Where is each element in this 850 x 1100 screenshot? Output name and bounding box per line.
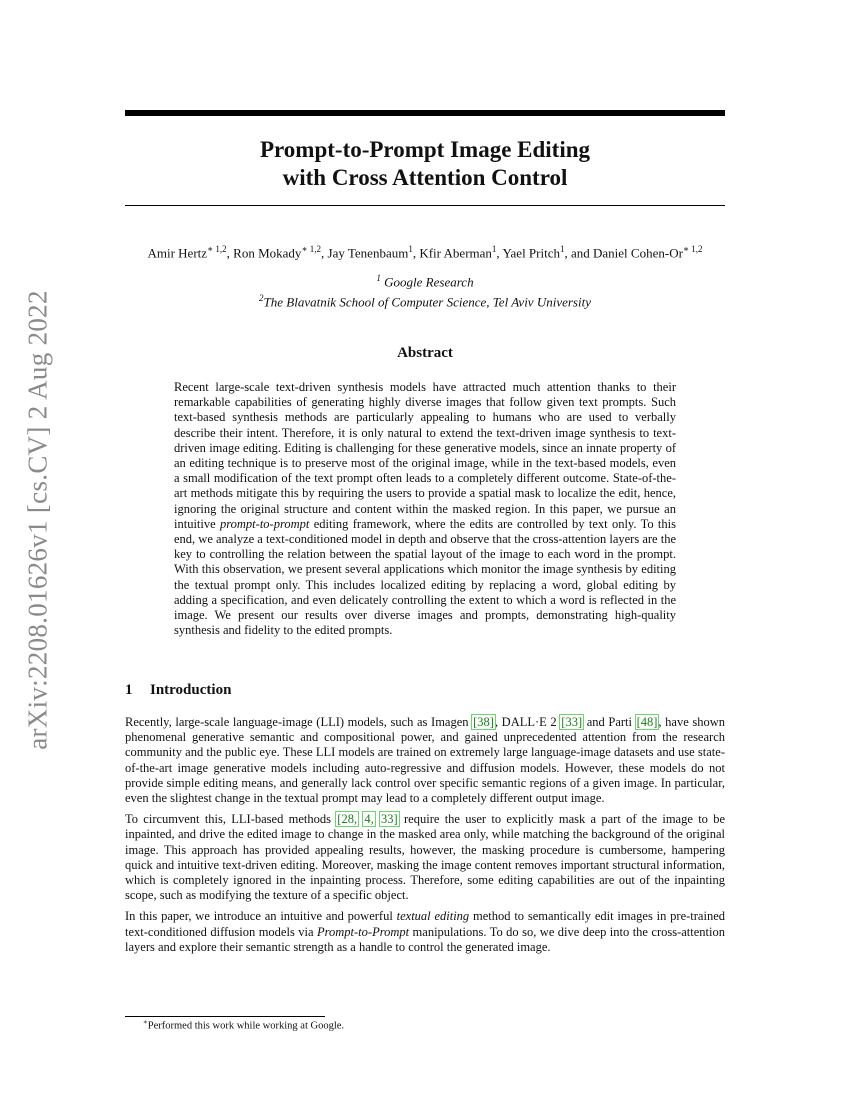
author-name: Jay Tenenbaum <box>327 245 409 261</box>
title-line-1: Prompt-to-Prompt Image Editing <box>259 137 591 162</box>
author-name: Kfir Aberman <box>419 245 492 261</box>
arxiv-stamp: arXiv:2208.01626v1 [cs.CV] 2 Aug 2022 <box>22 290 53 750</box>
author-name: Amir Hertz <box>147 245 208 261</box>
affiliation-1: $^1$ Google Research <box>376 273 474 290</box>
title-line-2: with Cross Attention Control <box>282 165 568 190</box>
author-name: Yael Pritch <box>502 245 560 261</box>
citation-link[interactable]: [38] <box>473 715 494 729</box>
footnote-rule <box>125 1016 325 1017</box>
citation-link[interactable]: [28, <box>337 812 358 827</box>
title-bottom-rule <box>125 205 725 206</box>
section-heading <box>125 682 231 699</box>
affiliation-2: $^2$The Blavatnik School of Computer Science, Tel Aviv University <box>259 293 591 310</box>
footnote: ∗Performed this work while working at Google. <box>143 1018 345 1032</box>
citation-link[interactable]: 4, <box>364 812 374 827</box>
paper-title <box>125 136 725 192</box>
author-mark: ∗ 1,2 <box>207 244 227 254</box>
citation-link[interactable]: 33] <box>381 812 398 827</box>
body-text <box>125 715 725 961</box>
author-name: Ron Mokady <box>233 245 302 261</box>
author-mark: 1 <box>491 244 497 254</box>
author-mark: 1 <box>559 244 565 254</box>
author-name: Daniel Cohen-Or <box>593 245 683 261</box>
section-number: 1 <box>125 682 133 698</box>
affiliations <box>125 270 725 311</box>
abstract-heading: Abstract <box>397 345 453 361</box>
paragraph: In this paper, we introduce an intuitive and powerful textual editing method to semantically edit images in pre-trained text-conditioned diffusion models via Prompt-to-Prompt manipulations. To do so, we dive deep into the cross-attention layers and explore their semantic strength as a handle to control the generated image. <box>125 909 725 954</box>
author-mark: ∗ 1,2 <box>682 244 703 254</box>
paragraph: To circumvent this, LLI-based methods [28, 4, 33] require the user to explicitly mask a part of the image to be inpainted, and drive the edited image to change in the masked area only, while matching the background of the original image. This approach has provided appealing results, however, the masking procedure is cumbersome, hampering quick and intuitive text-driven editing. Moreover, masking the image content removes important structural information, which is completely ignored in the inpainting process. Therefore, some editing capabilities are out of the inpainting scope, such as modifying the texture of a specific object. <box>125 812 726 903</box>
author-list: Amir Hertz$^{∗ 1,2}$, Ron Mokady$^{∗ 1,2}$, Jay Tenenbaum$^1$, Kfir Aberman$^1$, Yael Pritch$^1$, and Daniel Cohen-$Or^{∗ 1,2}$ <box>147 244 703 261</box>
author-mark: 1 <box>408 244 413 254</box>
paragraph: Recently, large-scale language-image (LLI) models, such as Imagen [38], DALL·E 2 [33] and Parti [48], have shown phenomenal generative semantic and compositional power, and gained unprecedented attention from the research community and the public eye. These LLI models are trained on extremely large language-image datasets and use state-of-the-art image generative models including auto-regressive and diffusion models. However, these models do not provide simple editing means, and generally lack control over specific semantic regions of a given image. In particular, even the slightest change in the textual prompt may lead to a completely different output image. <box>125 715 725 806</box>
author-mark: ∗ 1,2 <box>301 244 322 254</box>
section-title: Introduction <box>150 682 232 698</box>
title-top-rule <box>125 110 725 116</box>
abstract-text: Recent large-scale text-driven synthesis models have attracted much attention thanks to their remarkable capabilities of generating highly diverse images that follow given text prompts. Such text-based synthesis methods are particularly appealing to humans who are used to verbally describe their intent. Therefore, it is only natural to extend the text-driven image synthesis to text-driven image editing. Editing is challenging for these generative models, since an innate property of an editing technique is to preserve most of the original image, while in the text-based models, even a small modification of the text prompt often leads to a completely different outcome. State-of-the-art methods mitigate this by requiring the users to provide a spatial mask to localize the edit, hence, ignoring the original structure and content within the masked region. In this paper, we pursue an intuitive prompt-to-prompt editing framework, where the edits are controlled by text only. To this end, we analyze a text-conditioned model in depth and observe that the cross-attention layers are the key to controlling the relation between the spatial layout of the image to each word in the prompt. With this observation, we present several applications which monitor the image synthesis by editing the textual prompt only. This includes localized editing by replacing a word, global editing by adding a specification, and even delicately controlling the extent to which a word is reflected in the image. We present our results over diverse images and prompts, demonstrating high-quality synthesis and fidelity to the edited prompts. <box>174 380 676 638</box>
citation-link[interactable]: [33] <box>561 715 583 729</box>
citation-link[interactable]: [48] <box>636 715 658 729</box>
